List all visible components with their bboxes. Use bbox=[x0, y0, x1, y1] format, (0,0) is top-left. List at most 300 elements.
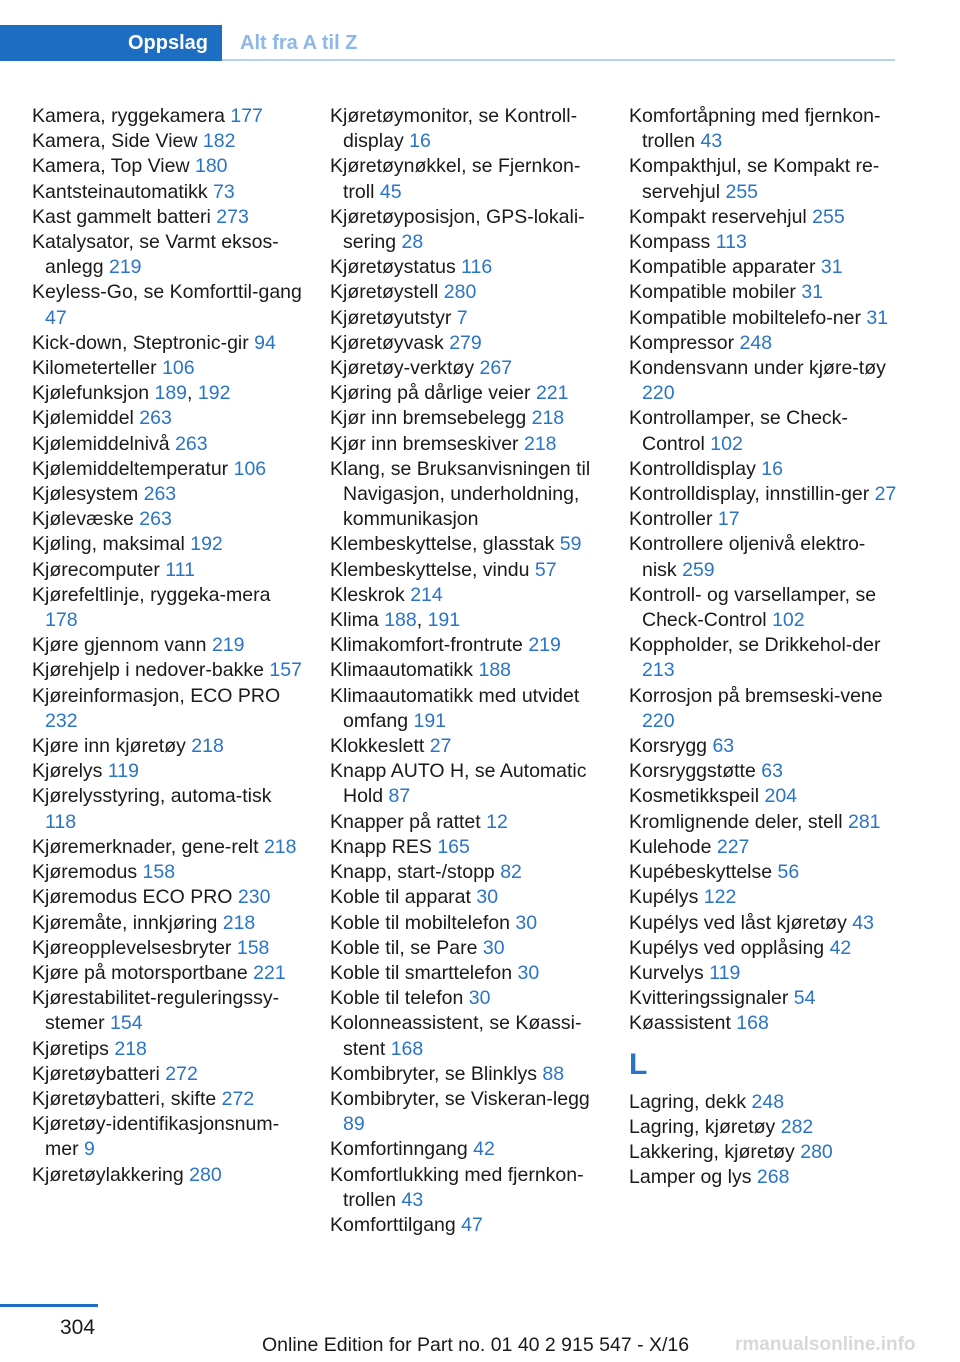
page-link[interactable]: 31 bbox=[801, 281, 824, 304]
index-entry-term: Kompass bbox=[629, 231, 711, 254]
page-link[interactable]: 47 bbox=[45, 306, 67, 329]
index-entry bbox=[32, 961, 304, 986]
index-letter-heading: L bbox=[629, 1047, 648, 1081]
page-link[interactable]: 31 bbox=[820, 256, 843, 279]
index-entry-term: Kantsteinautomatikk bbox=[32, 180, 208, 203]
index-entry bbox=[629, 280, 897, 305]
index-entry-term: Kjøremodus ECO PRO bbox=[32, 886, 233, 909]
footer-divider bbox=[0, 1304, 98, 1307]
index-entry-term: Kjølevæske bbox=[32, 508, 134, 531]
page-link[interactable]: 267 bbox=[479, 357, 513, 380]
index-entry-term: Kjøretøybatteri bbox=[32, 1062, 160, 1085]
page-link[interactable]: 42 bbox=[829, 936, 852, 959]
index-entry-term: Koble til apparat bbox=[330, 886, 471, 909]
index-entry bbox=[629, 936, 897, 961]
index-entry bbox=[32, 1087, 304, 1112]
page-link[interactable]: 188 bbox=[478, 659, 512, 682]
index-entry-term: Katalysator, se Varmt eksos-anlegg bbox=[32, 231, 279, 279]
index-entry bbox=[629, 860, 897, 885]
page-link[interactable]: 102 bbox=[772, 609, 805, 632]
index-entry-term: Knapp RES bbox=[330, 835, 432, 858]
index-entry bbox=[629, 457, 897, 482]
page-link[interactable]: 63 bbox=[712, 735, 735, 758]
index-entry-term: Kombibryter, se Blinklys bbox=[330, 1062, 537, 1085]
page-link[interactable]: 82 bbox=[500, 861, 522, 884]
index-entry bbox=[629, 104, 897, 154]
page-link[interactable]: 191 bbox=[427, 609, 461, 632]
page-link[interactable]: 43 bbox=[401, 1188, 424, 1211]
page-link[interactable]: 282 bbox=[780, 1115, 814, 1138]
index-entry-term: Kontrolldisplay, innstillin-ger bbox=[629, 483, 870, 506]
index-entry bbox=[32, 911, 304, 936]
page-link[interactable]: 232 bbox=[45, 709, 78, 732]
index-entry-term: Kjøre inn kjøretøy bbox=[32, 735, 186, 758]
index-entry bbox=[629, 507, 897, 532]
page-link[interactable]: 168 bbox=[736, 1012, 769, 1035]
index-entry-term: Kupébeskyttelse bbox=[629, 861, 773, 884]
index-entry bbox=[32, 331, 304, 356]
index-entry-term: Kjøretøyposisjon, GPS-lokali-sering bbox=[330, 205, 585, 254]
index-entry bbox=[32, 734, 304, 759]
index-entry bbox=[330, 936, 610, 961]
page-link[interactable]: 27 bbox=[429, 735, 452, 758]
index-entry bbox=[330, 835, 610, 860]
page-link[interactable]: 122 bbox=[703, 886, 737, 909]
index-entry-term: Kjøretøy-identifikasjonsnum-mer bbox=[32, 1113, 280, 1161]
page-link[interactable]: 119 bbox=[709, 961, 741, 984]
page-link[interactable]: 214 bbox=[410, 583, 443, 606]
page-link[interactable]: 263 bbox=[175, 432, 208, 455]
index-entry-term: Kontroller bbox=[629, 508, 713, 531]
page-link[interactable]: 118 bbox=[45, 810, 77, 833]
index-entry bbox=[32, 356, 304, 381]
page-link[interactable]: 106 bbox=[233, 457, 267, 480]
index-entry bbox=[629, 684, 897, 734]
index-entry bbox=[330, 1087, 610, 1137]
index-entry-term: Koble til mobiltelefon bbox=[330, 911, 510, 934]
index-entry bbox=[32, 986, 304, 1036]
index-entry bbox=[32, 658, 304, 683]
page-link[interactable]: 219 bbox=[528, 634, 561, 657]
page-link[interactable]: 168 bbox=[390, 1037, 424, 1060]
page-link[interactable]: 219 bbox=[211, 634, 245, 657]
index-entry-term: Kamera, ryggekamera bbox=[32, 105, 225, 127]
page-link[interactable]: 7 bbox=[456, 306, 468, 329]
page-link[interactable]: 165 bbox=[437, 835, 470, 858]
index-entry bbox=[629, 810, 897, 835]
index-entry-term: Kontrolldisplay bbox=[629, 457, 756, 480]
index-entry-term: Kick-down, Steptronic-gir bbox=[32, 331, 249, 354]
index-entry bbox=[32, 1163, 304, 1188]
page-link[interactable]: 230 bbox=[237, 886, 271, 909]
index-entry-term: Kjøretøystatus bbox=[330, 256, 456, 279]
index-entry-term: Kjørestabilitet-reguleringssy-stemer bbox=[32, 987, 280, 1035]
index-entry-term: Kjølemiddel bbox=[32, 407, 134, 430]
page-link[interactable]: 248 bbox=[751, 1090, 785, 1113]
index-entry-term: Koble til smarttelefon bbox=[330, 961, 513, 984]
index-entry-term: Kjørefeltlinje, ryggeka-mera bbox=[32, 583, 271, 606]
page-link[interactable]: 42 bbox=[473, 1138, 495, 1161]
index-entry: Kjølefunksjon 189, 192 bbox=[32, 382, 231, 405]
index-entry-term: Klimaautomatikk med utvidet omfang bbox=[330, 684, 580, 732]
page-link[interactable]: 12 bbox=[486, 810, 508, 833]
page-link[interactable]: 273 bbox=[216, 205, 249, 228]
page-link[interactable]: 102 bbox=[710, 432, 743, 455]
index-entry-term: Kondensvann under kjøre-tøy bbox=[629, 357, 886, 380]
index-entry bbox=[32, 432, 304, 457]
index-entry bbox=[32, 1037, 304, 1062]
index-entry-term: Lagring, kjøretøy bbox=[629, 1115, 776, 1138]
page-link[interactable]: 192 bbox=[190, 533, 223, 556]
index-entry bbox=[629, 885, 897, 910]
page-link[interactable]: 63 bbox=[761, 760, 783, 783]
page-link[interactable]: 218 bbox=[222, 911, 256, 934]
index-entry bbox=[629, 961, 897, 986]
index-entry bbox=[32, 759, 304, 784]
page-link[interactable]: 88 bbox=[542, 1062, 565, 1085]
index-entry bbox=[629, 784, 897, 809]
page-link[interactable]: 189 bbox=[154, 382, 188, 405]
page-link[interactable]: 263 bbox=[139, 508, 172, 531]
page-header bbox=[0, 25, 895, 61]
index-entry bbox=[629, 1090, 897, 1115]
page-link[interactable]: 182 bbox=[202, 130, 236, 153]
index-entry bbox=[330, 1163, 610, 1213]
index-entry-term: Kupélys ved opplåsing bbox=[629, 936, 825, 959]
index-entry-term: Kjøremerknader, gene-relt bbox=[32, 835, 259, 858]
index-column-2 bbox=[330, 104, 610, 1238]
index-entry bbox=[32, 507, 304, 532]
page-link[interactable]: 31 bbox=[866, 306, 889, 329]
index-entry bbox=[330, 356, 610, 381]
page-link[interactable]: 73 bbox=[213, 180, 235, 203]
index-entry bbox=[32, 154, 304, 179]
index-entry-term: Kolonneassistent, se Køassi-stent bbox=[330, 1012, 582, 1060]
index-entry-term: Kjøre på motorsportbane bbox=[32, 961, 248, 984]
index-entry-term: Kjøretøystell bbox=[330, 281, 439, 304]
index-entry bbox=[629, 1011, 897, 1036]
index-entry-term: Kupélys bbox=[629, 886, 699, 909]
index-entry bbox=[330, 154, 610, 204]
index-entry bbox=[32, 936, 304, 961]
index-entry bbox=[330, 104, 610, 154]
page-link[interactable]: 28 bbox=[401, 231, 424, 254]
index-entry bbox=[32, 104, 304, 129]
index-entry bbox=[629, 1140, 897, 1165]
index-entry bbox=[32, 406, 304, 431]
watermark: rmanualsonline.info bbox=[735, 1334, 916, 1355]
index-entry-term: Kompatible mobiler bbox=[629, 281, 796, 304]
page-link[interactable]: 281 bbox=[847, 810, 881, 833]
index-entry bbox=[330, 381, 610, 406]
index-entry bbox=[32, 129, 304, 154]
page-link[interactable]: 272 bbox=[221, 1087, 255, 1110]
index-entry bbox=[330, 280, 610, 305]
index-entry bbox=[629, 1165, 897, 1190]
page-number: 304 bbox=[60, 1316, 96, 1339]
page-link[interactable]: 45 bbox=[379, 180, 402, 203]
page-link[interactable]: 59 bbox=[559, 533, 582, 556]
page-link[interactable]: 255 bbox=[812, 205, 845, 228]
index-entry bbox=[330, 1213, 610, 1238]
index-entry-term: Kjølemiddeltemperatur bbox=[32, 457, 229, 480]
index-entry-term: Klokkeslett bbox=[330, 735, 425, 758]
page-link[interactable]: 30 bbox=[482, 936, 505, 959]
index-entry bbox=[32, 583, 304, 633]
index-entry-term: Kjørehjelp i nedover-bakke bbox=[32, 659, 264, 682]
index-entry bbox=[629, 255, 897, 280]
index-entry bbox=[629, 230, 897, 255]
page-link[interactable]: 221 bbox=[253, 961, 286, 984]
index-entry bbox=[629, 205, 897, 230]
index-entry-term: Kjøretøylakkering bbox=[32, 1163, 184, 1186]
index-entry-term: Kjøremodus bbox=[32, 861, 138, 884]
page-link[interactable]: 119 bbox=[107, 760, 139, 783]
page-link[interactable]: 30 bbox=[515, 911, 538, 934]
index-entry-term: Kompakt reservehjul bbox=[629, 205, 807, 228]
index-entry bbox=[330, 1062, 610, 1087]
index-entry bbox=[32, 180, 304, 205]
index-entry bbox=[330, 684, 610, 734]
page-link[interactable]: 220 bbox=[642, 382, 675, 405]
index-entry-term: Kjøre gjennom vann bbox=[32, 634, 207, 657]
index-entry-term: Kulehode bbox=[629, 835, 712, 858]
page-link[interactable]: 43 bbox=[700, 130, 723, 153]
index-entry bbox=[629, 986, 897, 1011]
index-entry-term: Komfortinngang bbox=[330, 1138, 468, 1161]
page-link[interactable]: 113 bbox=[715, 231, 747, 254]
index-entry-term: Kamera, Side View bbox=[32, 130, 198, 153]
tab-alt-fra-a-til-z[interactable]: Alt fra A til Z bbox=[240, 32, 358, 54]
page-link[interactable]: 158 bbox=[236, 936, 270, 959]
page-link[interactable]: 30 bbox=[517, 961, 540, 984]
index-entry-term: Kjøretøynøkkel, se Fjernkon-troll bbox=[330, 155, 581, 203]
page-link[interactable]: 263 bbox=[139, 407, 172, 430]
page-link[interactable]: 116 bbox=[461, 256, 493, 279]
page-link[interactable]: 87 bbox=[388, 785, 411, 808]
page-link[interactable]: 259 bbox=[682, 558, 715, 581]
index-entry bbox=[330, 986, 610, 1011]
index-entry-term: Kjørelysstyring, automa-tisk bbox=[32, 785, 272, 808]
index-entry bbox=[32, 885, 304, 910]
index-entry-term: Komfortåpning med fjernkon-trollen bbox=[629, 105, 881, 153]
index-entry-term: Kjøling, maksimal bbox=[32, 533, 185, 556]
index-entry bbox=[629, 356, 897, 406]
index-entry-term: Kjøreinformasjon, ECO PRO bbox=[32, 684, 281, 707]
index-entry-term: Kjøreopplevelsesbryter bbox=[32, 936, 232, 959]
page-link[interactable]: 54 bbox=[793, 987, 816, 1010]
index-entry-term: Klimakomfort-frontrute bbox=[330, 634, 523, 657]
index-entry bbox=[330, 255, 610, 280]
index-entry-term: Keyless-Go, se Komforttil-gang bbox=[32, 281, 302, 304]
page-link[interactable]: 204 bbox=[764, 785, 798, 808]
page-link[interactable]: 218 bbox=[531, 407, 565, 430]
index-column-3 bbox=[629, 104, 897, 1190]
header-divider bbox=[222, 59, 895, 61]
page-link[interactable]: 268 bbox=[756, 1166, 790, 1189]
index-entry bbox=[629, 154, 897, 204]
page-link[interactable]: 57 bbox=[534, 558, 557, 581]
index-entry bbox=[32, 684, 304, 734]
page-link[interactable]: 30 bbox=[476, 886, 499, 909]
index-entry-term: Kilometerteller bbox=[32, 357, 157, 380]
index-entry-term: Kjøretips bbox=[32, 1037, 109, 1060]
index-entry bbox=[330, 306, 610, 331]
index-entry-term: Kontrollere oljenivå elektro-nisk bbox=[629, 533, 866, 581]
page-link[interactable]: 27 bbox=[874, 483, 897, 506]
index-entry-term: Kosmetikkspeil bbox=[629, 785, 760, 808]
index-entry-term: Kjøretøybatteri, skifte bbox=[32, 1087, 217, 1110]
index-entry bbox=[629, 482, 897, 507]
page-link[interactable]: 178 bbox=[45, 609, 78, 632]
page-link[interactable]: 272 bbox=[165, 1062, 198, 1085]
page-link[interactable]: 30 bbox=[468, 987, 491, 1010]
index-entry-term: Kompakthjul, se Kompakt re-servehjul bbox=[629, 155, 880, 203]
index-entry bbox=[32, 280, 304, 330]
page-link[interactable]: 280 bbox=[800, 1140, 833, 1163]
index-entry bbox=[330, 810, 610, 835]
index-entry-term: Kamera, Top View bbox=[32, 155, 190, 178]
page-link[interactable]: 158 bbox=[142, 861, 176, 884]
index-entry bbox=[330, 457, 610, 533]
page-link[interactable]: 220 bbox=[642, 709, 675, 732]
index-entry bbox=[32, 532, 304, 557]
index-entry-term: Korrosjon på bremseski-vene bbox=[629, 684, 883, 707]
index-entry-term: Kompressor bbox=[629, 331, 735, 354]
index-entry-term: Kombibryter, se Viskeran-legg bbox=[330, 1087, 590, 1110]
index-entry-term: Kast gammelt batteri bbox=[32, 205, 211, 228]
index-entry-term: Klimaautomatikk bbox=[330, 659, 474, 682]
index-column-1 bbox=[32, 104, 304, 1188]
index-entry-term: Knapp, start-/stopp bbox=[330, 861, 495, 884]
page-link[interactable]: 56 bbox=[777, 861, 800, 884]
index-entry-term: Komforttilgang bbox=[330, 1213, 456, 1236]
index-entry-term: Kleskrok bbox=[330, 583, 405, 606]
page-link[interactable]: 191 bbox=[413, 709, 447, 732]
page-link[interactable]: 94 bbox=[254, 331, 276, 354]
index-entry-term: Kjølefunksjon bbox=[32, 382, 150, 405]
page-link[interactable]: 248 bbox=[739, 331, 773, 354]
index-entry bbox=[629, 306, 897, 331]
index-entry-term: Klembeskyttelse, vindu bbox=[330, 558, 530, 581]
index-entry bbox=[629, 331, 897, 356]
index-entry-term: Koble til, se Pare bbox=[330, 936, 478, 959]
index-entry-term: Klembeskyttelse, glasstak bbox=[330, 533, 555, 556]
index-entry-term: Klang, se Bruksanvisningen til Navigasjon, underholdning, kommunikasjon bbox=[330, 457, 591, 531]
page-link[interactable]: 111 bbox=[165, 558, 195, 581]
index-entry: Klima 188, 191 bbox=[330, 609, 461, 632]
index-entry bbox=[32, 1112, 304, 1162]
page-link[interactable]: 177 bbox=[230, 105, 263, 127]
index-entry bbox=[330, 885, 610, 910]
page-link[interactable]: 279 bbox=[449, 331, 482, 354]
index-entry bbox=[32, 482, 304, 507]
page-link[interactable]: 106 bbox=[162, 357, 195, 380]
page-link[interactable]: 218 bbox=[263, 835, 297, 858]
index-entry-term: Kupélys ved låst kjøretøy bbox=[629, 911, 847, 934]
page-link[interactable]: 43 bbox=[852, 911, 874, 934]
index-entry bbox=[330, 532, 610, 557]
index-entry bbox=[330, 961, 610, 986]
index-entry-term: Lakkering, kjøretøy bbox=[629, 1140, 795, 1163]
index-entry-term: Knapper på rattet bbox=[330, 810, 481, 833]
index-entry-term: Kompatible mobiltelefo-ner bbox=[629, 306, 861, 329]
page-link[interactable]: 180 bbox=[194, 155, 228, 178]
index-entry-term: Lagring, dekk bbox=[629, 1090, 747, 1113]
index-entry bbox=[32, 457, 304, 482]
index-entry bbox=[32, 230, 304, 280]
index-entry bbox=[629, 835, 897, 860]
index-entry bbox=[330, 1137, 610, 1162]
page-link[interactable]: 154 bbox=[110, 1012, 143, 1035]
index-entry-term: Kjørecomputer bbox=[32, 558, 160, 581]
index-entry bbox=[330, 1011, 610, 1061]
page-link[interactable]: 280 bbox=[443, 281, 477, 304]
index-entry bbox=[629, 734, 897, 759]
page-link[interactable]: 227 bbox=[716, 835, 750, 858]
index-entry-term: Kvitteringssignaler bbox=[629, 987, 789, 1010]
page-link[interactable]: 157 bbox=[269, 659, 302, 682]
page-link[interactable]: 16 bbox=[409, 130, 431, 153]
page-link[interactable]: 263 bbox=[143, 483, 177, 506]
tab-oppslag[interactable]: Oppslag bbox=[0, 25, 222, 61]
page-link[interactable]: 280 bbox=[189, 1163, 222, 1186]
index-entry-term: Korsrygg bbox=[629, 735, 708, 758]
index-entry-term: Koble til telefon bbox=[330, 987, 464, 1010]
index-entry bbox=[629, 633, 897, 683]
page-link[interactable]: 188 bbox=[384, 609, 417, 632]
page-link[interactable]: 221 bbox=[535, 382, 569, 405]
page-link[interactable]: 89 bbox=[343, 1113, 365, 1136]
index-entry bbox=[629, 759, 897, 784]
page-link[interactable]: 17 bbox=[717, 508, 740, 531]
page-link[interactable]: 9 bbox=[84, 1138, 95, 1161]
page-link[interactable]: 47 bbox=[461, 1213, 483, 1236]
page-link[interactable]: 255 bbox=[725, 180, 759, 203]
index-entry bbox=[330, 860, 610, 885]
page-link[interactable]: 218 bbox=[191, 735, 224, 758]
index-entry bbox=[330, 558, 610, 583]
index-entry-term: Kjøretøyvask bbox=[330, 331, 444, 354]
index-entry-term: Kjørelys bbox=[32, 760, 103, 783]
index-entry-term: Kjøring på dårlige veier bbox=[330, 382, 531, 405]
page-link[interactable]: 192 bbox=[197, 382, 231, 405]
page-link[interactable]: 219 bbox=[108, 256, 142, 279]
index-entry-term: Kjøretøymonitor, se Kontroll-display bbox=[330, 105, 578, 153]
index-entry bbox=[629, 532, 897, 582]
index-entry-term: Kjør inn bremsebelegg bbox=[330, 407, 527, 430]
index-entry-term: Køassistent bbox=[629, 1012, 731, 1035]
index-entry bbox=[330, 583, 610, 608]
index-entry bbox=[330, 432, 610, 457]
index-entry-term: Kjøretøy-verktøy bbox=[330, 357, 475, 380]
index-entry bbox=[32, 1062, 304, 1087]
page-link[interactable]: 218 bbox=[523, 432, 557, 455]
page-link[interactable]: 218 bbox=[114, 1037, 147, 1060]
index-entry bbox=[32, 205, 304, 230]
index-entry-term: Kurvelys bbox=[629, 961, 704, 984]
index-entry bbox=[330, 406, 610, 431]
index-entry-term: Kjøretøyutstyr bbox=[330, 306, 452, 329]
index-entry-term: Korsryggstøtte bbox=[629, 760, 756, 783]
index-entry bbox=[330, 759, 610, 809]
page-link[interactable]: 213 bbox=[642, 659, 675, 682]
index-entry bbox=[629, 1115, 897, 1140]
index-entry-term: Knapp AUTO H, se Automatic Hold bbox=[330, 760, 587, 808]
index-entry-term: Kjør inn bremseskiver bbox=[330, 432, 519, 455]
page-link[interactable]: 16 bbox=[761, 457, 783, 480]
index-entry bbox=[32, 784, 304, 834]
